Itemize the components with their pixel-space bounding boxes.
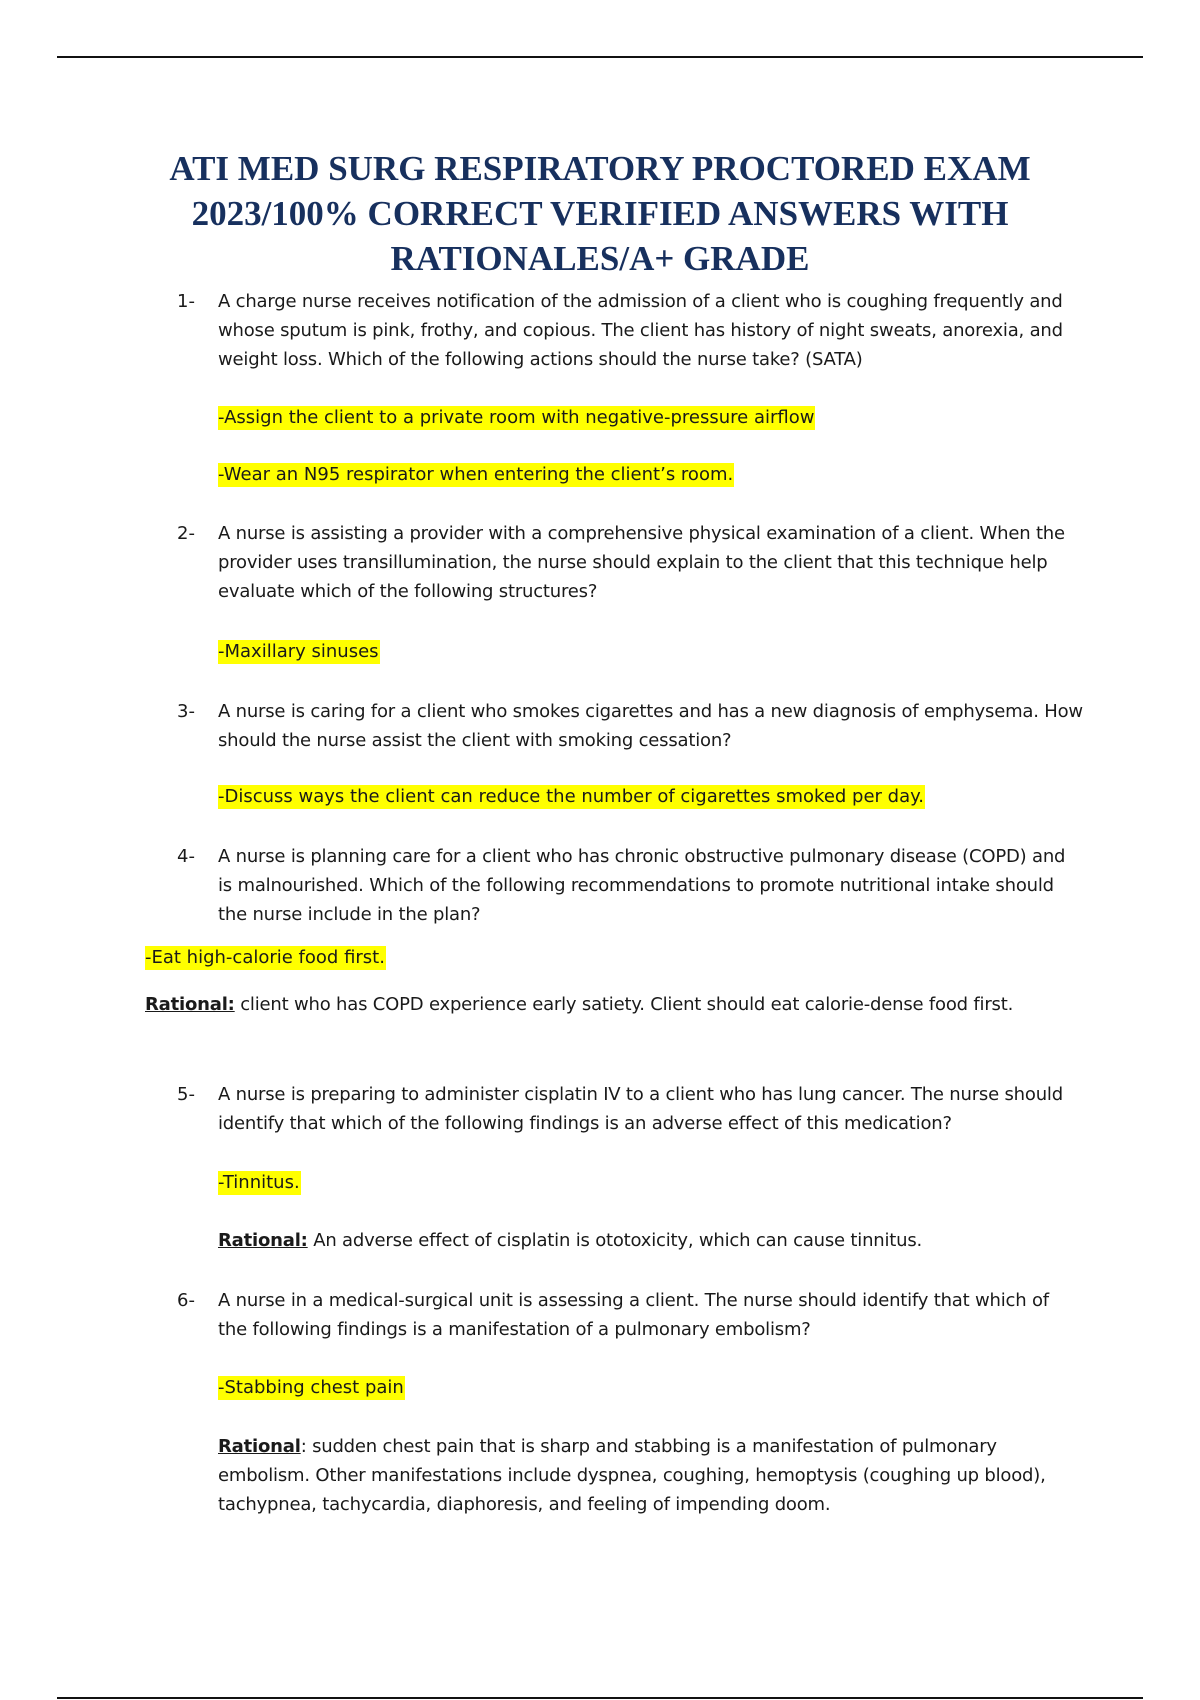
- question-line: the nurse include in the plan?: [218, 904, 481, 925]
- answer-2: [218, 640, 380, 664]
- title-line: ATI MED SURG RESPIRATORY PROCTORED EXAM: [169, 149, 1031, 188]
- question-5: [177, 1080, 1100, 1138]
- title-line: RATIONALES/A+ GRADE: [390, 239, 810, 278]
- question-number: 6-: [177, 1290, 195, 1311]
- question-line: A nurse is planning care for a client who has chronic obstructive pulmonary disease (COPD) and: [218, 846, 1066, 867]
- question-line: whose sputum is pink, frothy, and copious. The client has history of night sweats, anorexia, and: [218, 320, 1063, 341]
- question-line: the following findings is a manifestation of a pulmonary embolism?: [218, 1319, 811, 1340]
- question-text: [218, 1080, 1100, 1138]
- rationale-line: [145, 990, 1013, 1019]
- question-number: 2-: [177, 523, 195, 544]
- question-text: [218, 1286, 1100, 1344]
- question-line: weight loss. Which of the following actions should the nurse take? (SATA): [218, 349, 863, 370]
- rationale-5: [218, 1226, 922, 1255]
- question-number: 5-: [177, 1084, 195, 1105]
- rationale-text: An adverse effect of cisplatin is ototoxicity, which can cause tinnitus.: [307, 1230, 923, 1251]
- question-line: should the nurse assist the client with smoking cessation?: [218, 730, 732, 751]
- highlighted-answer: -Wear an N95 respirator when entering the client’s room.: [218, 464, 734, 485]
- question-text: [218, 519, 1100, 606]
- highlighted-answer: -Assign the client to a private room with negative-pressure airflow: [218, 407, 815, 428]
- answer-3: [218, 785, 925, 809]
- question-line: A charge nurse receives notification of the admission of a client who is coughing frequently and: [218, 291, 1063, 312]
- question-text: [218, 287, 1100, 374]
- highlighted-answer: -Tinnitus.: [218, 1172, 300, 1193]
- rationale-line: [218, 1432, 1046, 1461]
- question-line: A nurse is assisting a provider with a comprehensive physical examination of a client. When the: [218, 523, 1065, 544]
- top-rule: [57, 56, 1143, 58]
- rationale-line: [218, 1226, 922, 1255]
- answer-4: [145, 946, 386, 970]
- rationale-text: client who has COPD experience early satiety. Client should eat calorie-dense food first.: [234, 994, 1014, 1015]
- bottom-rule: [57, 1697, 1143, 1699]
- rationale-label: Rational:: [218, 1230, 308, 1251]
- highlighted-answer: -Eat high-calorie food first.: [145, 947, 385, 968]
- highlighted-answer: -Discuss ways the client can reduce the number of cigarettes smoked per day.: [218, 786, 924, 807]
- rationale-6: [218, 1432, 1046, 1519]
- question-line: evaluate which of the following structures?: [218, 581, 598, 602]
- question-number: 1-: [177, 291, 195, 312]
- question-6: [177, 1286, 1100, 1344]
- question-line: is malnourished. Which of the following recommendations to promote nutritional intake should: [218, 875, 1054, 896]
- question-text: [218, 842, 1100, 929]
- rationale-label: Rational: [218, 1436, 301, 1457]
- highlighted-answer: -Maxillary sinuses: [218, 641, 379, 662]
- question-1: [177, 287, 1100, 374]
- rationale-line: embolism. Other manifestations include dyspnea, coughing, hemoptysis (coughing up blood),: [218, 1465, 1046, 1486]
- answer-5: [218, 1171, 301, 1195]
- question-line: identify that which of the following findings is an adverse effect of this medication?: [218, 1113, 952, 1134]
- question-2: [177, 519, 1100, 606]
- answer-1a: [218, 406, 815, 430]
- question-4: [177, 842, 1100, 929]
- question-number: 4-: [177, 846, 195, 867]
- question-number: 3-: [177, 701, 195, 722]
- question-3: [177, 697, 1100, 755]
- highlighted-answer: -Stabbing chest pain: [218, 1377, 404, 1398]
- rationale-text: : sudden chest pain that is sharp and stabbing is a manifestation of pulmonary: [300, 1436, 997, 1457]
- answer-6: [218, 1376, 405, 1400]
- question-line: A nurse is caring for a client who smokes cigarettes and has a new diagnosis of emphysema. How: [218, 701, 1083, 722]
- document-title: [60, 146, 1140, 281]
- rationale-label: Rational:: [145, 994, 235, 1015]
- question-line: provider uses transillumination, the nurse should explain to the client that this technique help: [218, 552, 1048, 573]
- question-line: A nurse in a medical-surgical unit is assessing a client. The nurse should identify that which of: [218, 1290, 1049, 1311]
- answer-1b: [218, 463, 734, 487]
- rationale-line: tachypnea, tachycardia, diaphoresis, and feeling of impending doom.: [218, 1494, 831, 1515]
- question-line: A nurse is preparing to administer cisplatin IV to a client who has lung cancer. The nurse should: [218, 1084, 1063, 1105]
- rationale-4: [145, 990, 1013, 1019]
- title-line: 2023/100% CORRECT VERIFIED ANSWERS WITH: [191, 194, 1009, 233]
- question-text: [218, 697, 1100, 755]
